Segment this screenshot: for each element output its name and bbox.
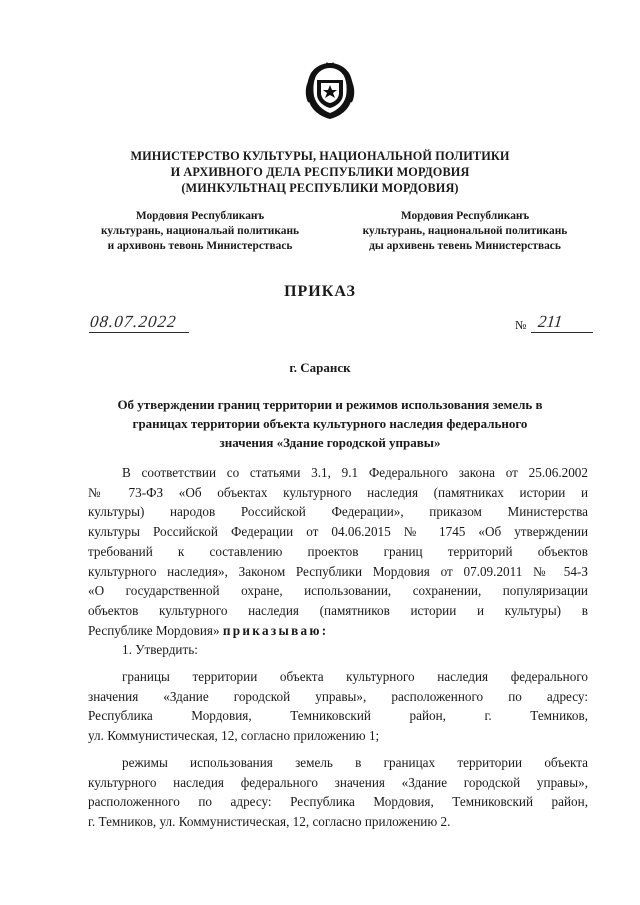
body-line: культурного наследия», Законом Республики Мордовия от 07.09.2011 № 54-З: [88, 563, 588, 579]
city: г. Саранск: [289, 360, 351, 375]
moksha-line: Мордовия Республиканъ: [135, 210, 265, 222]
ministry-line: И АРХИВНОГО ДЕЛА РЕСПУБЛИКИ МОРДОВИЯ: [170, 165, 470, 179]
handwritten-number: 211: [531, 312, 595, 333]
order-body: [88, 463, 588, 832]
body-line: [88, 621, 588, 641]
body-line: Республика Мордовия, Темниковский район, г. Темников,: [88, 708, 588, 724]
ministry-name-erzya: [345, 209, 585, 254]
body-line: № 73-ФЗ «Об объектах культурного наследия (памятниках истории и: [88, 484, 588, 500]
body-line: культуры Российской Федерации от 04.06.2015 № 1745 «Об утверждении: [88, 524, 588, 540]
body-line-text: Республике Мордовия»: [88, 622, 220, 638]
subject-line: значения «Здание городской управы»: [219, 435, 441, 450]
moksha-line: и архивонь тевонь Министерствась: [107, 240, 293, 252]
ministry-line: МИНИСТЕРСТВО КУЛЬТУРЫ, НАЦИОНАЛЬНОЙ ПОЛИТИКИ: [130, 149, 510, 163]
order-word: приказываю: [222, 622, 322, 638]
erzya-line: ды архивень тевень Министерствась: [369, 240, 561, 252]
ministry-name: [0, 148, 640, 196]
body-line: расположенного по адресу: Республика Мордовия, Темниковский район,: [88, 794, 588, 810]
subject-line: границах территории объекта культурного наследия федерального: [132, 416, 528, 431]
body-line: В соответствии со статьями 3.1, 9.1 Федерального закона от 25.06.2002: [122, 465, 588, 480]
body-line: требований к составлению проектов границ территорий объектов: [88, 543, 588, 559]
order-colon: :: [321, 622, 327, 638]
body-line: культуры) народов Российской Федерации», приказом Министерства: [88, 504, 588, 520]
order-subject: [100, 395, 560, 452]
body-line: культурного наследия федерального значения «Здание городской управы»,: [88, 774, 588, 790]
body-line: ул. Коммунистическая, 12, согласно приложению 1;: [88, 728, 380, 744]
handwritten-date: 08.07.2022: [89, 312, 191, 333]
subject-line: Об утверждении границ территории и режимов использования земель в: [117, 397, 543, 412]
republic-mordovia-coat-of-arms-icon: [303, 60, 357, 122]
body-line: «О государственной охране, использовании, сохранении, популяризации: [88, 583, 588, 599]
ministry-name-moksha: [80, 209, 320, 254]
number-label: №: [515, 318, 527, 332]
body-line: значения «Здание городской управы», расположенного по адресу:: [88, 688, 588, 704]
body-line: границы территории объекта культурного наследия федерального: [122, 669, 588, 685]
ministry-line: (МИНКУЛЬТНАЦ РЕСПУБЛИКИ МОРДОВИЯ): [181, 181, 459, 195]
erzya-line: культурань, национальной политикань: [362, 225, 568, 237]
document-title: ПРИКАЗ: [284, 283, 356, 300]
item-heading: 1. Утвердить:: [122, 642, 198, 658]
moksha-line: культурань, национальай политикань: [100, 225, 300, 237]
body-line: режимы использования земель в границах территории объекта: [122, 754, 588, 770]
erzya-line: Мордовия Республиканъ: [400, 210, 530, 222]
body-line: г. Темников, ул. Коммунистическая, 12, согласно приложению 2.: [88, 813, 451, 829]
body-line: объектов культурного наследия (памятников истории и культуры) в: [88, 602, 588, 618]
